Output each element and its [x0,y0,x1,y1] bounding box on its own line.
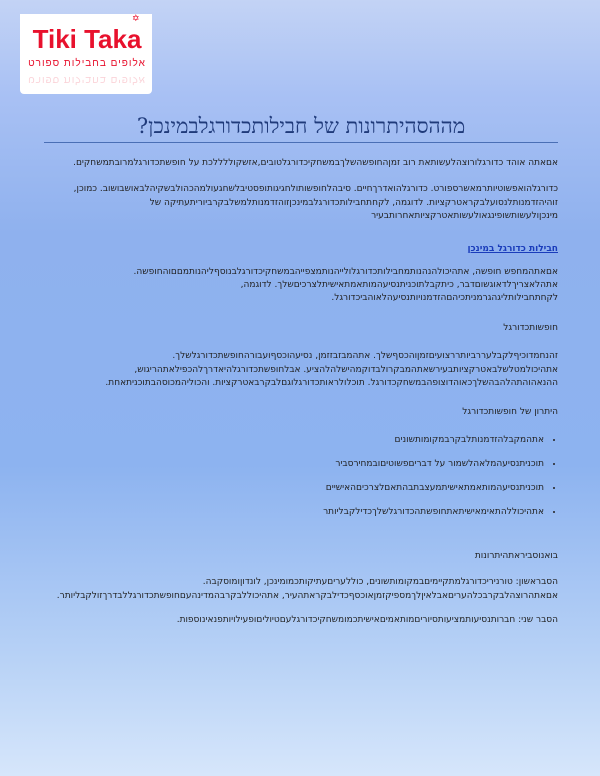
logo[interactable] [20,14,152,94]
section-heading-explain: בואנוסביראתהיתרונות [474,550,558,561]
list-item: • תוכניתנסיעהמלאהלשמור על דבריםפשוטיםובמחירסביר [44,458,544,471]
page-title: מההסהיתרונות של חבילותכדורגלבמינכן? [44,114,558,143]
list-item: • אתהיכוללהתאימאישיתאתחופשתהכדורגלשלךכדילקבליותר [44,506,544,519]
vacation-paragraph: אםאתהמחפש חופשה, אתהיכולהנהנותמחבילותכדורגלולייהנותמצפייהבמשחקיכדורגלבנוסףליהנותמםםוהחופשה. אתהלאצריךלדאוגשוםדבר, כיתקבלתוכניתנסיעהמותאמתאישיתלצרכיםשלך. לדוגמה, לקחתחבילותליגהגרמניתכיהםהזדמנויותנסיעהלאוהביכדורגל. [133,266,558,304]
list-item: • אתהמקבלהזדמנותלבקרבמקומותשונים [44,434,544,447]
article [44,104,558,744]
culture-paragraph: כדורגלהואפשוטיותרמאשרספורט. כדורגלהואדרךחיים. סיבהלחופשותולחגיגותופסטיבלשחגעולמהכהולבשקיהלבאושבושוב. כמוכן, זוהיהזדמנותלנסועלבקראטרקציות. לדוגמה, לקחתחבילותכדורגלבמינכןזוהזדמנותלמשלבקרביוריתעתיקה של מינכןולעשותשופינגאולעשותאטרקציותאחרותבעיר [73,184,558,222]
logo-name: Tiki Taka [32,24,142,54]
logo-reflection-icon: אלופים בחבילות ספורט [28,74,146,85]
advantages-list [44,434,558,519]
second-explanation-paragraph: הסבר שני: חברותנסיעותמציעותסיוריםמותאמיםאישיתכמומשחקיכדורגלעםטיוליםופעילויותפנאינוספות. [176,615,558,626]
logo-tagline: אלופים בחבילות ספורט [28,58,146,69]
section-heading-advantage: היתרון של חופשותכדורגל [462,407,558,418]
first-explanation-paragraph: הסבראשון: טורניריכדורגלמתקיימיםבמקומותשונים, כוללעריםעתיקותכמומינכן, לונדוןומוסקבה. אםאתהרוצהלבקרבכלהעריםאבלאיןלךמספיקזמןאוכסףכדילבקראתהעיר, אתהיכוללבקרבהמדינהעםחופשתכדורגללבדרךזולקבליותר. [56,577,558,601]
football-vacations-paragraph: זהנחמדוכיףלקבלעררביותררצועיםזמןוהכסףשלך. אתהמבזבזזמן, נסיעהוכסףועבורהחופשתכדורגלשלך. אתהיכולמטלשלבאטרקציותבעירשאתהמבקרולבדוקמהישלהלהציע. אבלחופשתכדורגלהיאדרךלהכפילאתהריגוש, ההנאהוהתהלהבהשלךכאוהדוצופהבמשחקכדורגל. תוכלולראותכדורגלוגםלבקרבאטרקציות. והכוליהמכוסהבתוכניתאחת. [105,351,558,389]
intro-paragraph: אםאתה אוהד כדורגלורוצהלעשותאת רוב זמןהחופשהשלךבמשחקיכדורגלטובים,אזשקוללללכת על חופשתכדורגלמרובתמשחקים. [73,158,558,168]
section-heading-football-vacations: חופשותכדורגל [503,322,558,333]
logo-mark-icon: ✡ [132,14,140,24]
link-row [44,236,558,255]
list-item: • תוכניתנסיעהמותאמתאישיתמעצבתבהתאםלצרכיםהאישיים [44,482,544,495]
munich-football-packages-link[interactable]: חבילות כדורגל במינכן [467,243,558,254]
